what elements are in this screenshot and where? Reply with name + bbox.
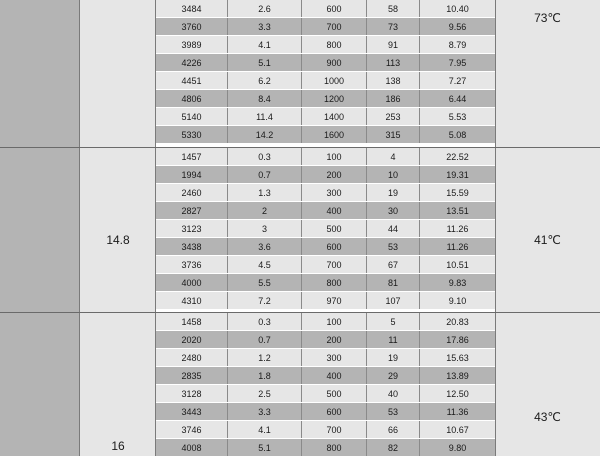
table-cell: 600 <box>302 0 367 17</box>
group-3-diameter: 16 <box>111 439 125 453</box>
table-cell: 1457 <box>156 148 228 165</box>
table-row <box>156 90 495 108</box>
table-cell: 300 <box>302 184 367 201</box>
table-cell: 4226 <box>156 54 228 71</box>
table-cell: 186 <box>367 90 420 107</box>
table-row <box>156 385 495 403</box>
table-cell: 1200 <box>302 90 367 107</box>
table-cell: 0.7 <box>228 331 302 348</box>
table-cell: 200 <box>302 166 367 183</box>
table-cell: 3.3 <box>228 18 302 35</box>
table-cell: 22.52 <box>446 151 469 162</box>
table-cell: 3746 <box>156 421 228 438</box>
table-row <box>156 54 495 72</box>
table-row <box>156 367 495 385</box>
table-cell: 3989 <box>156 36 228 53</box>
table-cell: 700 <box>302 18 367 35</box>
table-cell: 91 <box>367 36 420 53</box>
table-cell: 5140 <box>156 108 228 125</box>
temperature-column <box>495 0 600 456</box>
table-cell: 3 <box>228 220 302 237</box>
table-cell: 4.1 <box>228 421 302 438</box>
group-separator <box>0 312 600 313</box>
table-cell: 0.3 <box>228 148 302 165</box>
table-cell: 73 <box>367 18 420 35</box>
table-row <box>156 274 495 292</box>
table-cell: 2020 <box>156 331 228 348</box>
table-cell: 800 <box>302 36 367 53</box>
table-row <box>156 421 495 439</box>
table-cell: 12.50 <box>446 388 469 399</box>
table-row <box>156 439 495 457</box>
table-cell: 5.53 <box>448 111 467 122</box>
table-cell: 600 <box>302 403 367 420</box>
table-cell: 58 <box>367 0 420 17</box>
table-cell: 29 <box>367 367 420 384</box>
table-cell: 53 <box>367 403 420 420</box>
table-cell: 44 <box>367 220 420 237</box>
table-cell: 19 <box>367 184 420 201</box>
table-cell: 19.31 <box>446 169 469 180</box>
group-2-temperature: 41℃ <box>534 233 561 247</box>
table-cell: 11.26 <box>446 241 469 252</box>
table-cell: 11.36 <box>446 406 469 417</box>
table-cell: 1.8 <box>228 367 302 384</box>
table-cell: 3736 <box>156 256 228 273</box>
table-row <box>156 18 495 36</box>
table-cell: 3484 <box>156 0 228 17</box>
table-cell: 1600 <box>302 126 367 143</box>
group-separator <box>0 147 600 148</box>
table-cell: 600 <box>302 238 367 255</box>
table-cell: 4000 <box>156 274 228 291</box>
table-cell: 17.86 <box>446 334 469 345</box>
table-cell: 11.26 <box>446 223 469 234</box>
table-cell: 500 <box>302 220 367 237</box>
table-cell: 400 <box>302 367 367 384</box>
table-cell: 500 <box>302 385 367 402</box>
table-cell: 300 <box>302 349 367 366</box>
table-cell: 19 <box>367 349 420 366</box>
table-row <box>156 220 495 238</box>
table-row <box>156 313 495 331</box>
table-row <box>156 184 495 202</box>
table-cell: 14.2 <box>228 126 302 143</box>
table-cell: 15.59 <box>446 187 469 198</box>
table-row <box>156 256 495 274</box>
table-cell: 10.40 <box>446 3 469 14</box>
table-cell: 81 <box>367 274 420 291</box>
table-row <box>156 126 495 144</box>
table-cell: 2.5 <box>228 385 302 402</box>
table-cell: 7.27 <box>448 75 467 86</box>
diameter-column <box>80 0 156 456</box>
table-cell: 9.56 <box>448 21 467 32</box>
table-cell: 13.89 <box>446 370 469 381</box>
table-row <box>156 238 495 256</box>
table-cell: 4806 <box>156 90 228 107</box>
table-cell: 100 <box>302 148 367 165</box>
table-cell: 15.63 <box>446 352 469 363</box>
table-cell: 20.83 <box>446 316 469 327</box>
table-cell: 9.80 <box>448 442 467 453</box>
table-cell: 970 <box>302 292 367 309</box>
table-cell: 4.5 <box>228 256 302 273</box>
table-cell: 11 <box>367 331 420 348</box>
table-cell: 8.79 <box>448 39 467 50</box>
table-cell: 3443 <box>156 403 228 420</box>
table-cell: 200 <box>302 331 367 348</box>
table-cell: 5.1 <box>228 54 302 71</box>
table-cell: 2 <box>228 202 302 219</box>
table-cell: 3760 <box>156 18 228 35</box>
table-cell: 400 <box>302 202 367 219</box>
table-cell: 1994 <box>156 166 228 183</box>
group-3-temperature: 43℃ <box>534 410 561 424</box>
table-cell: 4310 <box>156 292 228 309</box>
table-cell: 0.3 <box>228 313 302 330</box>
table-cell: 3438 <box>156 238 228 255</box>
table-cell: 2.6 <box>228 0 302 17</box>
table-cell: 5330 <box>156 126 228 143</box>
table-row <box>156 0 495 18</box>
table-cell: 66 <box>367 421 420 438</box>
table-cell: 0.7 <box>228 166 302 183</box>
table-cell: 1400 <box>302 108 367 125</box>
table-cell: 10.67 <box>446 424 469 435</box>
table-cell: 900 <box>302 54 367 71</box>
table-cell: 700 <box>302 421 367 438</box>
table-cell: 67 <box>367 256 420 273</box>
table-cell: 5.1 <box>228 439 302 456</box>
table-cell: 3.3 <box>228 403 302 420</box>
table-cell: 11.4 <box>228 108 302 125</box>
table-cell: 2835 <box>156 367 228 384</box>
table-cell: 4.1 <box>228 36 302 53</box>
table-cell: 53 <box>367 238 420 255</box>
table-cell: 5.5 <box>228 274 302 291</box>
table-cell: 9.10 <box>448 295 467 306</box>
left-category-column <box>0 0 80 456</box>
table-cell: 138 <box>367 72 420 89</box>
table-cell: 40 <box>367 385 420 402</box>
table-cell: 4 <box>367 148 420 165</box>
table-cell: 1458 <box>156 313 228 330</box>
table-cell: 113 <box>367 54 420 71</box>
table-row <box>156 202 495 220</box>
table-cell: 7.95 <box>448 57 467 68</box>
table-cell: 10 <box>367 166 420 183</box>
table-cell: 800 <box>302 274 367 291</box>
table-cell: 4008 <box>156 439 228 456</box>
table-cell: 30 <box>367 202 420 219</box>
table-cell: 2460 <box>156 184 228 201</box>
table-cell: 3.6 <box>228 238 302 255</box>
table-cell: 9.83 <box>448 277 467 288</box>
table-cell: 7.2 <box>228 292 302 309</box>
table-cell: 315 <box>367 126 420 143</box>
table-cell: 107 <box>367 292 420 309</box>
table-row <box>156 148 495 166</box>
table-cell: 8.4 <box>228 90 302 107</box>
table-row <box>156 108 495 126</box>
table-cell: 2480 <box>156 349 228 366</box>
table-cell: 1.2 <box>228 349 302 366</box>
table-cell: 2827 <box>156 202 228 219</box>
table-cell: 10.51 <box>446 259 469 270</box>
table-row <box>156 331 495 349</box>
group-1-temperature: 73℃ <box>534 11 561 25</box>
table-row <box>156 349 495 367</box>
table-cell: 4451 <box>156 72 228 89</box>
table-row <box>156 72 495 90</box>
table-cell: 13.51 <box>446 205 469 216</box>
table-cell: 1000 <box>302 72 367 89</box>
table-row <box>156 36 495 54</box>
table-cell: 253 <box>367 108 420 125</box>
table-cell: 5.08 <box>448 129 467 140</box>
table-cell: 3123 <box>156 220 228 237</box>
group-2-diameter: 14.8 <box>106 233 130 247</box>
table-row <box>156 292 495 310</box>
table-cell: 6.44 <box>448 93 467 104</box>
table-cell: 82 <box>367 439 420 456</box>
table-cell: 100 <box>302 313 367 330</box>
table-cell: 1.3 <box>228 184 302 201</box>
table-cell: 800 <box>302 439 367 456</box>
table-cell: 700 <box>302 256 367 273</box>
table-row <box>156 403 495 421</box>
table-cell: 3128 <box>156 385 228 402</box>
table-row <box>156 166 495 184</box>
table-cell: 5 <box>367 313 420 330</box>
table-cell: 6.2 <box>228 72 302 89</box>
